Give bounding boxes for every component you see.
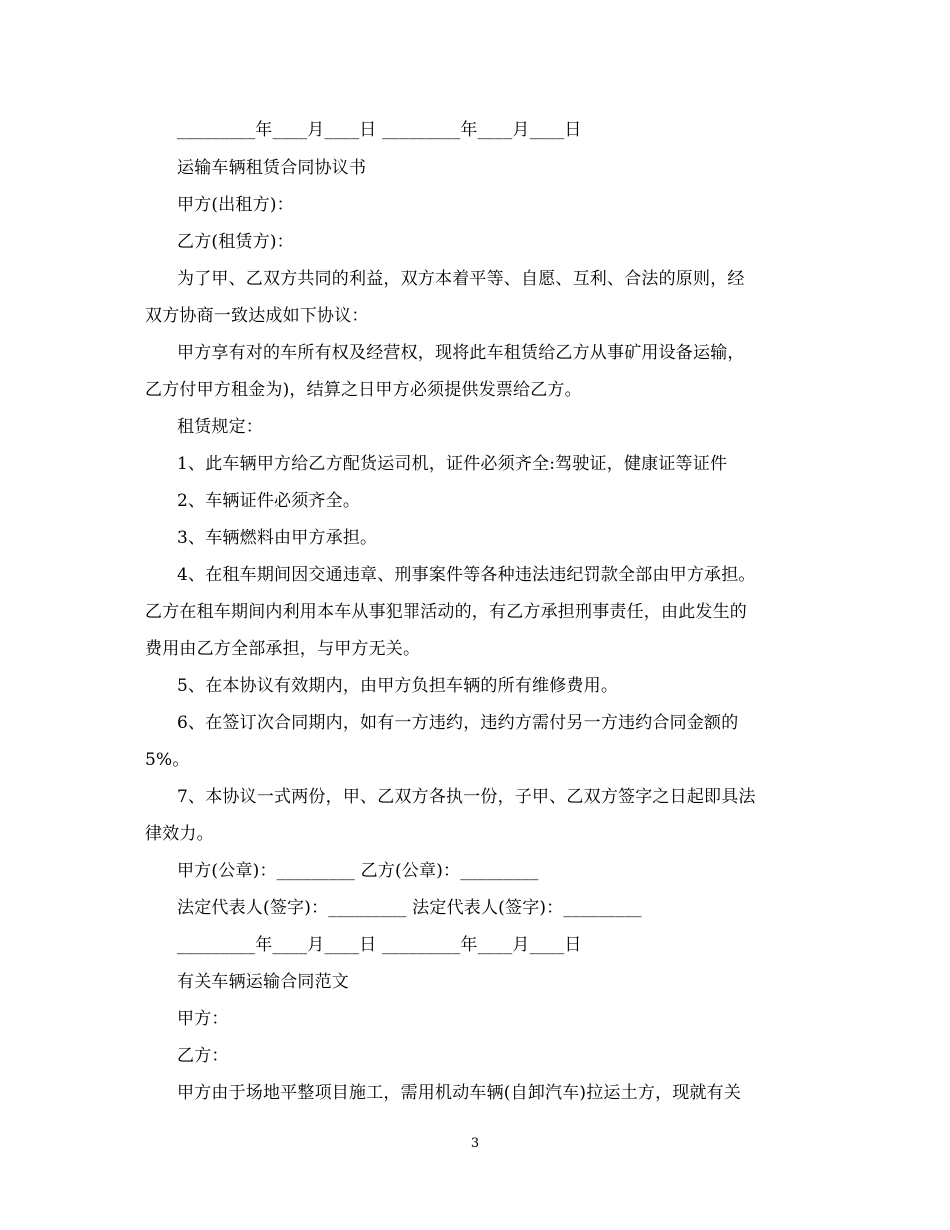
rule-7-line-1: 7、本协议一式两份，甲、乙双方各执一份，子甲、乙双方签字之日起即具法 <box>177 787 756 807</box>
signature-line: 法定代表人(签字)：_________ 法定代表人(签字)：_________ <box>177 898 642 918</box>
date-line-2: _________年____月____日 _________年____月____日 <box>177 935 582 955</box>
rule-2: 2、车辆证件必须齐全。 <box>177 491 361 511</box>
rule-4-line-1: 4、在租车期间因交通违章、刑事案件等各种违法违纪罚款全部由甲方承担。 <box>177 565 756 585</box>
paragraph-intro-line-2: 双方协商一致达成如下协议： <box>145 306 369 326</box>
party-a: 甲方： <box>177 1009 229 1029</box>
section-title: 有关车辆运输合同范文 <box>177 972 349 992</box>
rule-3: 3、车辆燃料由甲方承担。 <box>177 528 378 548</box>
page-number: 3 <box>470 1136 480 1151</box>
rule-6-line-2: 5%。 <box>145 750 190 770</box>
paragraph-project: 甲方由于场地平整项目施工，需用机动车辆(自卸汽车)拉运土方，现就有关 <box>177 1083 742 1103</box>
paragraph-ownership-line-2: 乙方付甲方租金为)，结算之日甲方必须提供发票给乙方。 <box>145 380 582 400</box>
rule-1: 1、此车辆甲方给乙方配货运司机，证件必须齐全:驾驶证，健康证等证件 <box>177 454 728 474</box>
rule-6-line-1: 6、在签订次合同期内，如有一方违约，违约方需付另一方违约合同金额的 <box>177 713 739 733</box>
date-line: _________年____月____日 _________年____月____日 <box>177 120 582 140</box>
contract-title: 运输车辆租赁合同协议书 <box>177 158 367 178</box>
paragraph-ownership-line-1: 甲方享有对的车所有权及经营权，现将此车租赁给乙方从事矿用设备运输， <box>177 343 745 363</box>
seal-line: 甲方(公章)：_________ 乙方(公章)：_________ <box>177 861 539 881</box>
rules-heading: 租赁规定： <box>177 417 263 437</box>
rule-4-line-2: 乙方在租车期间内利用本车从事犯罪活动的，有乙方承担刑事责任，由此发生的 <box>145 602 747 622</box>
rule-5: 5、在本协议有效期内，由甲方负担车辆的所有维修费用。 <box>177 676 619 696</box>
rule-4-line-3: 费用由乙方全部承担，与甲方无关。 <box>145 639 421 659</box>
paragraph-intro-line-1: 为了甲、乙双方共同的利益，双方本着平等、自愿、互利、合法的原则，经 <box>177 269 745 289</box>
rule-7-line-2: 律效力。 <box>145 824 214 844</box>
party-b-lessee: 乙方(租赁方)： <box>177 232 294 252</box>
party-a-lessor: 甲方(出租方)： <box>177 195 294 215</box>
party-b: 乙方： <box>177 1046 229 1066</box>
